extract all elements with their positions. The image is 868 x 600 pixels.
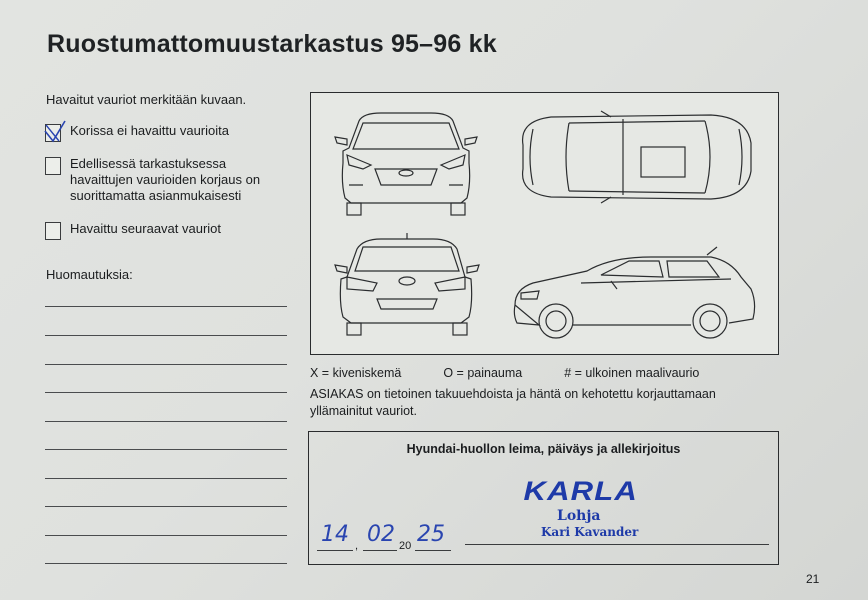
dealer-stamp-logo: KARLA <box>523 476 638 506</box>
check-mark-icon <box>43 119 67 145</box>
legend-stone-chip: X = kiveniskemä <box>310 366 402 380</box>
car-damage-diagram[interactable] <box>310 92 779 355</box>
damage-legend <box>310 366 741 380</box>
date-century: 20 <box>399 540 412 552</box>
intro-text: Havaitut vauriot merkitään kuvaan. <box>46 92 247 107</box>
date-year-line <box>415 550 451 551</box>
note-line[interactable] <box>45 335 287 336</box>
note-line[interactable] <box>45 421 287 422</box>
dealer-stamp-person: Kari Kavander <box>541 525 639 539</box>
car-side-view <box>514 247 754 338</box>
car-top-view <box>523 111 751 203</box>
checkbox-row-no-damage[interactable] <box>45 123 229 142</box>
date-month-line <box>363 550 397 551</box>
checkbox-row-previous-repairs[interactable] <box>45 156 260 204</box>
note-line[interactable] <box>45 535 287 536</box>
legend-paint-damage: # = ulkoinen maalivaurio <box>564 366 700 380</box>
checkbox-no-damage[interactable] <box>45 124 61 142</box>
checkbox-previous-repairs[interactable] <box>45 157 61 175</box>
date-day-line <box>317 550 353 551</box>
note-line[interactable] <box>45 506 287 507</box>
page-title: Ruostumattomuustarkastus 95–96 kk <box>47 30 497 58</box>
note-line[interactable] <box>45 478 287 479</box>
car-outline-illustration <box>311 93 778 354</box>
note-line[interactable] <box>45 563 287 564</box>
car-rear-view <box>335 233 479 335</box>
checkbox-row-damage-found[interactable] <box>45 221 221 240</box>
date-year: 25 <box>417 522 445 547</box>
notes-label: Huomautuksia: <box>46 267 133 282</box>
checkbox-label-previous-repairs: Edellisessä tarkastuksessa havaittujen vaurioiden korjaus on suorittamatta asianmukaisesti <box>70 156 261 203</box>
note-line[interactable] <box>45 364 287 365</box>
dealer-stamp-city: Lohja <box>557 508 601 524</box>
stamp-box-title: Hyundai-huollon leima, päiväys ja allekirjoitus <box>406 442 681 456</box>
checkbox-label-damage-found: Havaittu seuraavat vauriot <box>70 221 222 236</box>
signature-line[interactable] <box>465 544 769 545</box>
note-line[interactable] <box>45 449 287 450</box>
checkbox-label-no-damage: Korissa ei havaittu vaurioita <box>70 123 229 138</box>
car-front-view <box>335 113 477 215</box>
date-separator: , <box>355 540 359 552</box>
date-day: 14 <box>321 522 349 547</box>
checkbox-damage-found[interactable] <box>45 222 61 240</box>
legend-dent: O = painauma <box>443 366 523 380</box>
page-number: 21 <box>806 572 820 586</box>
stamp-signature-box[interactable] <box>308 431 779 565</box>
note-line[interactable] <box>45 392 287 393</box>
note-line[interactable] <box>45 306 287 307</box>
customer-notice: ASIAKAS on tietoinen takuuehdoista ja häntä on kehotettu korjauttamaan yllämainitut vauriot. <box>310 387 716 418</box>
date-month: 02 <box>367 522 395 547</box>
